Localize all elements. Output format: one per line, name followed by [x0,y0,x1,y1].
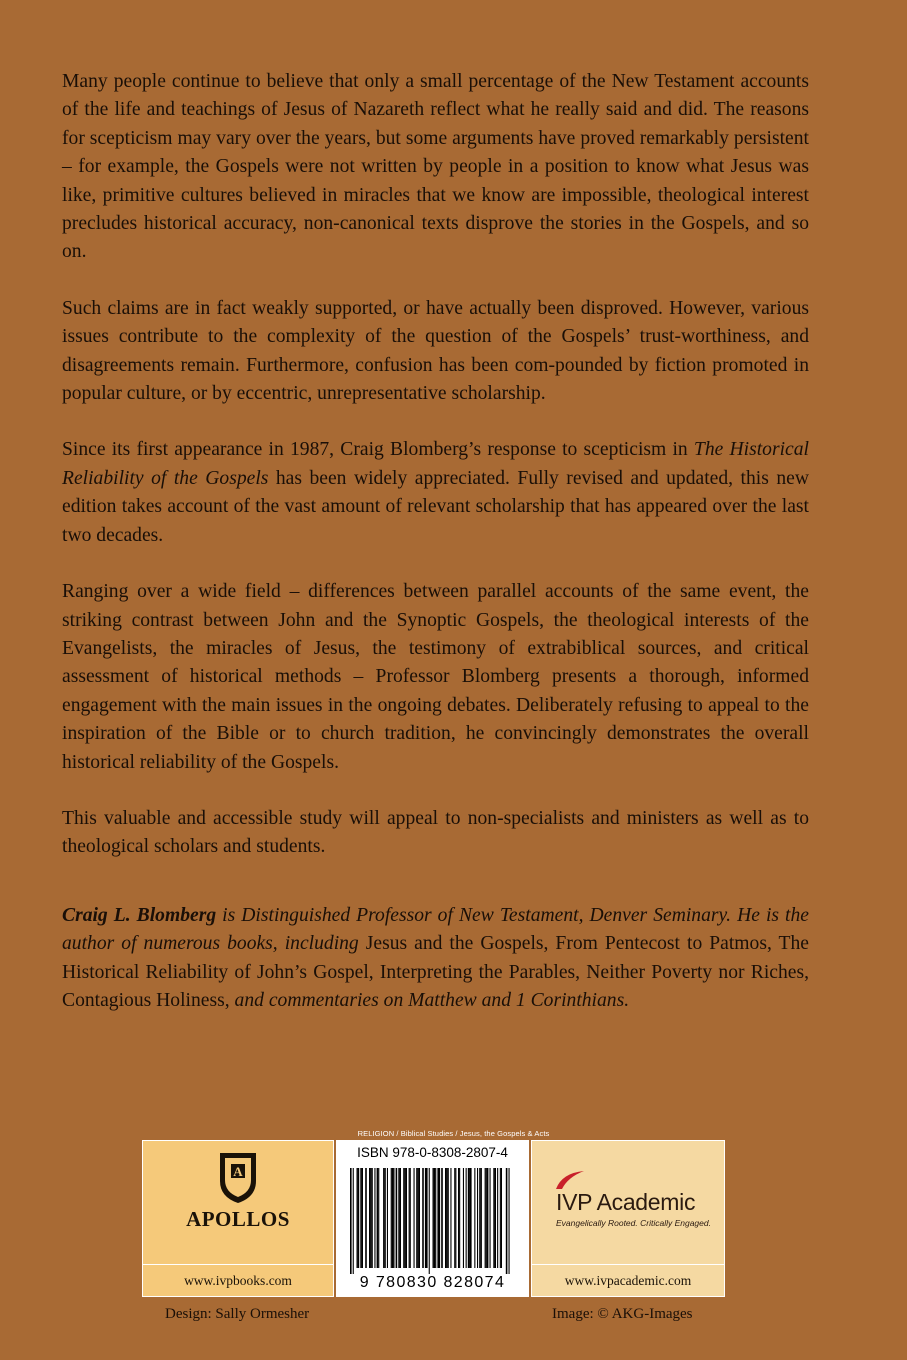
barcode-bar [418,1168,420,1268]
blurb-p3-end: has been widely appreciated. Fully revised and updated, this new edition takes account of the vast amount of relevant scholarship that has appeared over the last two decades. [62,467,809,546]
barcode-bar [494,1168,496,1268]
barcode-bar [405,1168,406,1268]
barcode-bar [486,1168,487,1268]
barcode-bar [361,1168,363,1268]
barcode-bar [445,1168,447,1268]
ivp-tagline: Evangelically Rooted. Critically Engaged. [556,1218,711,1228]
barcode-bar [429,1168,430,1274]
apollos-wordmark: APOLLOS [186,1207,290,1231]
apollos-shield-icon [216,1151,260,1205]
barcode-bar [501,1168,502,1268]
author-name: Craig L. Blomberg [62,904,217,926]
barcode-bar [509,1168,510,1274]
barcode-bar [358,1168,360,1268]
barcode-bar [425,1168,426,1268]
barcode-bar [474,1168,475,1268]
barcode-bar [391,1168,392,1268]
barcode-bar [468,1168,470,1268]
author-books: Jesus and the Gospels, From Pentecost to Patmos, The Historical Reliability of John’s Gospel, Interpreting the Parables, Neither Poverty nor Riches, Contagious Holiness, [62,933,809,1011]
barcode-bar [422,1168,424,1268]
barcode-bar [435,1168,436,1268]
ivp-url[interactable]: www.ivpacademic.com [532,1264,724,1296]
barcode-bar [360,1168,361,1268]
barcode-bar [458,1168,459,1268]
barcode-bar [500,1168,501,1268]
barcode-bar [485,1168,486,1268]
barcode-bar [353,1168,354,1274]
apollos-panel [142,1140,334,1297]
barcode-bar [409,1168,410,1268]
author-bio-start: is Distinguished Professor of New Testament, Denver Seminary. He is the author of numerous books, including [62,904,809,955]
apollos-url[interactable]: www.ivpbooks.com [143,1264,333,1296]
blurb-paragraph-4: Ranging over a wide field – differences between parallel accounts of the same event, the striking contrast between John and the Synoptic Gospels, the theological interests of the Evangelists, the miracles of Jesus, the testimony of extrabiblical sources, and critical assessment of historical methods – Professor Blomberg presents a thorough, informed engagement with the main issues in the ongoing debates. Deliberately refusing to appeal to the inspiration of the Bible or to church tradition, he convincingly demonstrates the overall historical reliability of the Gospels. [62,581,809,773]
barcode-bar [459,1168,460,1268]
barcode-bar [398,1168,399,1268]
barcode-bar [369,1168,371,1268]
barcode-bar [471,1168,472,1268]
barcode-bar [403,1168,405,1268]
barcode-bar [490,1168,491,1268]
ivp-wordmark: IVP Academic [556,1189,696,1215]
barcode-bar [493,1168,494,1268]
image-credit: Image: © AKG-Images [552,1306,693,1322]
barcode-bar [350,1168,352,1274]
barcode-bar [377,1168,379,1268]
barcode-bar [416,1168,417,1268]
bisac-category: RELIGION / Biblical Studies / Jesus, the Gospels & Acts [357,1129,550,1138]
barcode-bar [506,1168,508,1274]
author-bio [62,902,809,1016]
barcode-bar [439,1168,440,1268]
barcode-bar [487,1168,489,1268]
design-credit: Design: Sally Ormesher [165,1306,310,1322]
barcode-bar [448,1168,449,1268]
barcode-bar [406,1168,407,1268]
barcode-bar [479,1168,481,1268]
barcode-bar [399,1168,401,1268]
ivp-panel [531,1140,725,1297]
barcode-bar [393,1168,394,1268]
apollos-shield-letter: A [233,1164,243,1179]
ivp-swoosh-icon [554,1169,594,1191]
isbn-number: ISBN 978-0-8308-2807-4 [357,1145,508,1160]
barcode-bar [469,1168,470,1268]
barcode-bar [414,1168,415,1268]
barcode-bar [392,1168,394,1268]
barcode-bar [454,1168,455,1268]
blurb-paragraph-2: Such claims are in fact weakly supported, or have actually been disproved. However, various issues contribute to the complexity of the question of the Gospels’ trust-worthiness, and disagreements remain. Furthermore, confusion has been com-pounded by fiction promoted in popular culture, or by eccentric, unrepresentative scholarship. [62,297,809,405]
barcode-bar [383,1168,384,1268]
barcode-box [336,1140,529,1297]
barcode-digits: 9 780830 828074 [359,1274,506,1291]
barcode-bar [434,1168,436,1268]
author-bio-end: and commentaries on Matthew and 1 Corinthians. [229,989,630,1011]
blurb-paragraph-1: Many people continue to believe that only a small percentage of the New Testament accounts of the life and teachings of Jesus of Nazareth reflect what he really said and did. The reasons for scepticism may vary over the years, but some arguments have proved remarkably persistent – for example, the Gospels were not written by people in a position to know what Jesus was like, primitive cultures believed in miracles that we know are impossible, theological interest precludes historical accuracy, non-canonical texts disprove the stories in the Gospels, and so on. [62,71,809,263]
barcode-bar [455,1168,456,1268]
barcode-bar [437,1168,439,1268]
barcode-bar [463,1168,464,1268]
blurb-p3-start: Since its first appearance in 1987, Craig Blomberg’s response to scepticism in [62,439,694,461]
barcode-bar [387,1168,388,1268]
barcode-bar [441,1168,443,1268]
barcode-bar [497,1168,498,1268]
barcode-bar [410,1168,411,1268]
barcode-bar [371,1168,372,1268]
barcode-bar [447,1168,448,1268]
barcode-bar [374,1168,375,1268]
barcode-bar [417,1168,418,1268]
back-cover-blurb [62,68,809,1043]
barcode-bar [433,1168,434,1268]
barcode-bar [357,1168,358,1268]
barcode-bar [477,1168,478,1268]
barcode-bar [466,1168,467,1268]
barcode-bar [378,1168,379,1268]
barcode-bar [481,1168,482,1268]
barcode-bar [426,1168,428,1268]
blurb-paragraph-5: This valuable and accessible study will appeal to non-specialists and ministers as well as to theological scholars and students. [62,807,809,858]
barcode-bar [365,1168,367,1268]
barcode-image [344,1168,521,1274]
blurb-paragraph-3 [62,436,809,550]
barcode-bar [384,1168,386,1268]
barcode-bar [450,1168,451,1268]
book-title: The Historical Reliability of the Gospels [62,439,809,489]
barcode-bar [396,1168,398,1268]
barcode-bar [372,1168,373,1268]
